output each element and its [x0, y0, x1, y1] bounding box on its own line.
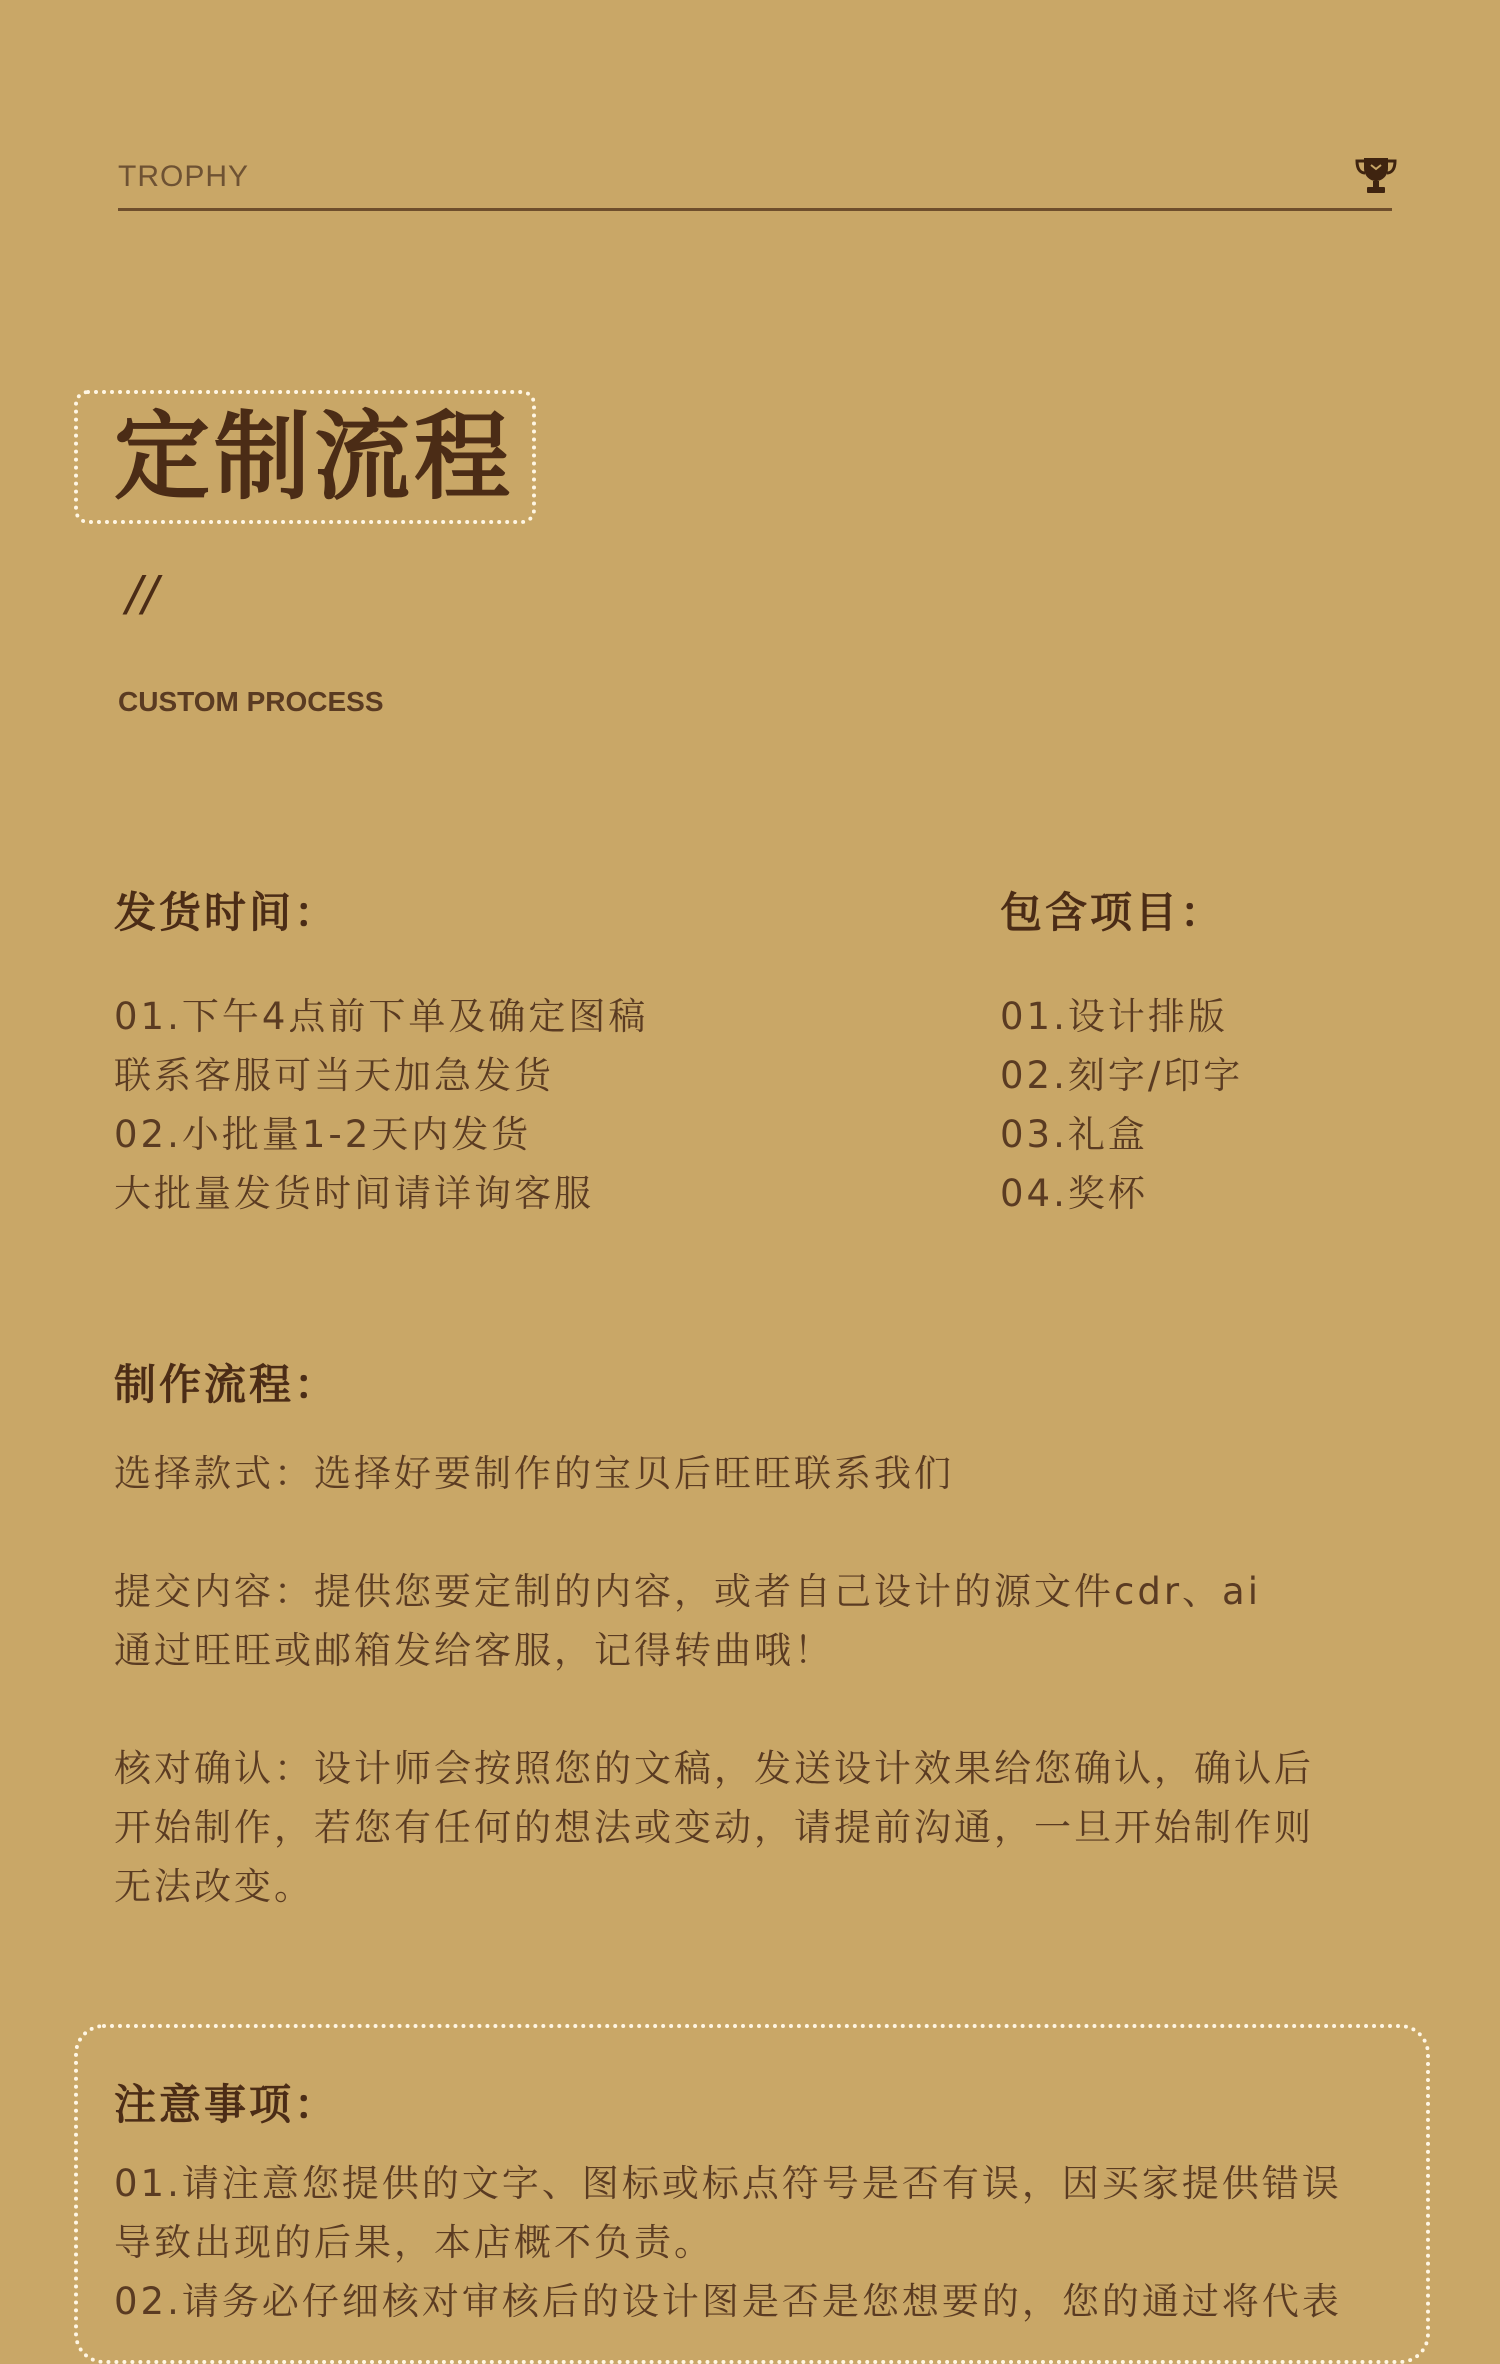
- includes-item: 03.礼盒: [1000, 1113, 1148, 1156]
- process-step-line: 核对确认：设计师会按照您的文稿，发送设计效果给您确认，确认后: [114, 1747, 1314, 1790]
- notes-line: 01.请注意您提供的文字、图标或标点符号是否有误，因买家提供错误: [114, 2162, 1342, 2205]
- includes-heading: 包含项目：: [1000, 888, 1226, 937]
- shipping-heading: 发货时间：: [114, 888, 340, 937]
- includes-item: 01.设计排版: [1000, 995, 1228, 1038]
- notes-line: 导致出现的后果，本店概不负责。: [114, 2221, 714, 2264]
- shipping-line: 02.小批量1-2天内发货: [114, 1113, 532, 1156]
- includes-item: 02.刻字/印字: [1000, 1054, 1244, 1097]
- includes-item: 04.奖杯: [1000, 1172, 1148, 1215]
- page-title: 定制流程: [114, 401, 514, 513]
- notes-list: [114, 2154, 1342, 2331]
- header-divider: [118, 208, 1392, 211]
- notes-line: 02.请务必仔细核对审核后的设计图是否是您想要的，您的通过将代表: [114, 2280, 1342, 2323]
- process-step-line: 通过旺旺或邮箱发给客服，记得转曲哦！: [114, 1629, 834, 1672]
- process-step: [114, 1444, 954, 1503]
- process-step: [114, 1562, 1261, 1680]
- process-step-line: 无法改变。: [114, 1865, 314, 1908]
- process-step: [114, 1739, 1314, 1916]
- title-slashes: //: [126, 566, 159, 622]
- process-step-line: 开始制作，若您有任何的想法或变动，请提前沟通，一旦开始制作则: [114, 1806, 1314, 1849]
- includes-list: [1000, 987, 1243, 1223]
- notes-heading: 注意事项：: [114, 2080, 340, 2129]
- process-heading: 制作流程：: [114, 1360, 340, 1409]
- shipping-line: 大批量发货时间请详询客服: [114, 1172, 594, 1215]
- process-step-line: 提交内容：提供您要定制的内容，或者自己设计的源文件cdr、ai: [114, 1570, 1261, 1613]
- shipping-list: [114, 987, 648, 1223]
- shipping-line: 联系客服可当天加急发货: [114, 1054, 554, 1097]
- shipping-line: 01.下午4点前下单及确定图稿: [114, 995, 649, 1038]
- header-label: TROPHY: [118, 160, 250, 193]
- page-subtitle: CUSTOM PROCESS: [118, 686, 384, 717]
- process-step-line: 选择款式：选择好要制作的宝贝后旺旺联系我们: [114, 1452, 954, 1495]
- trophy-icon: [1354, 156, 1398, 196]
